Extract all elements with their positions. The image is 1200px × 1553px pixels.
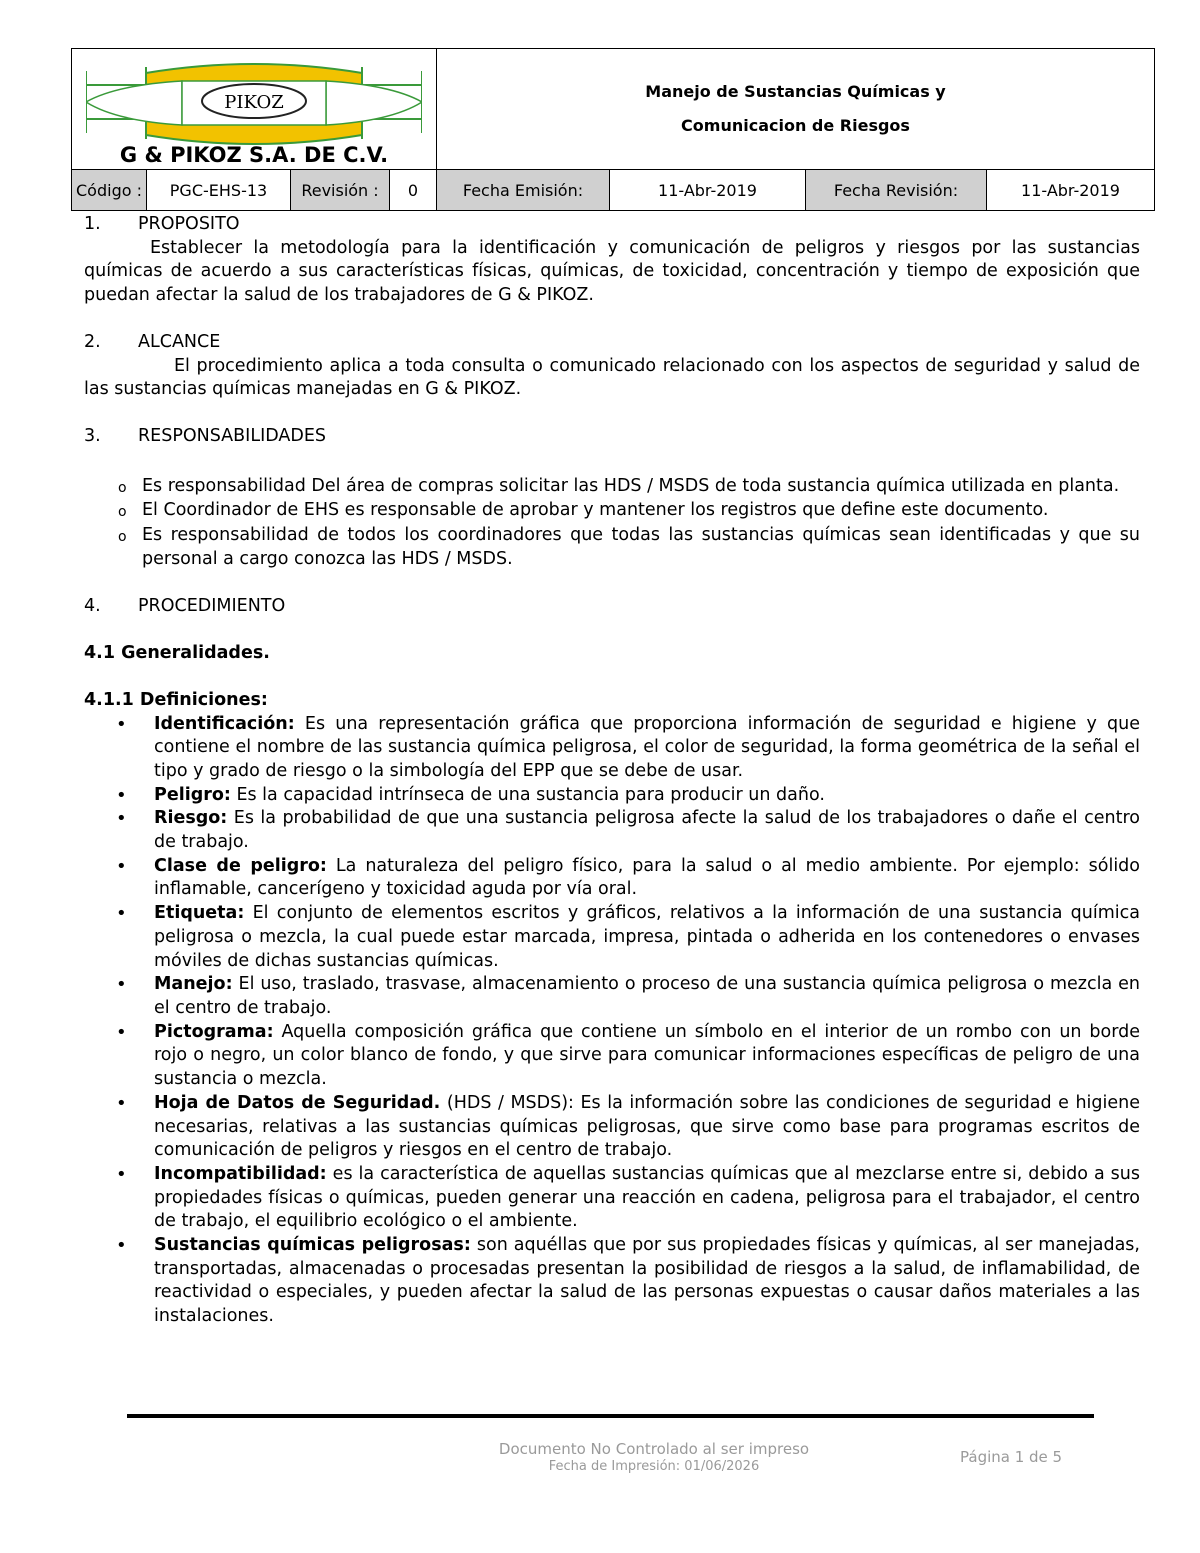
definition-item: • Etiqueta: El conjunto de elementos escritos y gráficos, relativos a la información de una sustancia química peligrosa o mezcla, la cual puede estar marcada, impresa, pintada o adherida en los contenedores o envases móviles de dichas sustancias químicas. [116,903,1140,971]
title-line-1: Manejo de Sustancias Químicas y [645,82,946,101]
bullet-dot-icon: • [116,974,127,996]
bullet-dot-icon: • [116,784,127,806]
emision-value: 11-Abr-2019 [610,170,806,211]
section-heading [84,595,1140,619]
section-title: RESPONSABILIDADES [138,425,327,446]
bullet-dot-icon: • [116,713,127,735]
bullet-dot-icon: • [116,1021,127,1043]
revision-value: 0 [390,170,437,211]
definition-item: • Manejo: El uso, traslado, trasvase, almacenamiento o proceso de una sustancia química peligrosa o mezcla en el centro de trabajo. [116,974,1140,1018]
codigo-label: Código : [72,170,147,211]
fecha-revision-value: 11-Abr-2019 [987,170,1155,211]
company-logo [86,63,422,145]
revision-label: Revisión : [291,170,390,211]
footer-print-date: Fecha de Impresión: 01/06/2026 [548,1459,760,1474]
emision-label: Fecha Emisión: [437,170,610,211]
subsection-heading: 4.1.1 Definiciones: [84,689,268,710]
document-header [71,48,1155,211]
section-number: 3. [84,425,101,446]
codigo-value: PGC-EHS-13 [147,170,291,211]
definition-item: • Hoja de Datos de Seguridad. (HDS / MSDS): Es la información sobre las condiciones de seguridad e higiene necesarias, relativas a las sustancias químicas peligrosas, que sirve como base para programas escritos de comunicación de peligros y riesgos en el centro de trabajo. [116,1092,1140,1161]
definition-item: • Pictograma: Aquella composición gráfica que contiene un símbolo en el interior de un rombo con un borde rojo o negro, un color blanco de fondo, y que sirve para comunicar informaciones específicas de peligro de una sustancia o mezcla. [116,1021,1140,1090]
section-title: ALCANCE [138,331,221,352]
paragraph: Establecer la metodología para la identificación y comunicación de peligros y riesgos por las sustancias químicas de acuerdo a sus características físicas, químicas, de toxicidad, concentración y tiempo de exposición que puedan afectar la salud de los trabajadores de G & PIKOZ. [84,237,1140,306]
fecha-revision-label: Fecha Revisión: [806,170,987,211]
logo-cell [72,49,437,170]
definition-item: • Sustancias químicas peligrosas: son aquéllas que por sus propiedades físicas y químicas, al ser manejadas, transportadas, almacenadas o procesadas presentan la posibilidad de riesgos a la salud, de inflamabilidad, de reactividad o especiales, y pueden afectar la salud de las personas expuestas o causar daños materiales a las instalaciones. [116,1235,1140,1327]
section-title: PROCEDIMIENTO [138,596,286,617]
document-body [84,213,1140,1329]
paragraph: El procedimiento aplica a toda consulta o comunicado relacionado con los aspectos de seguridad y salud de las sustancias químicas manejadas en G & PIKOZ. [84,355,1140,400]
section-heading [84,331,1140,355]
responsibilities-list [84,475,1140,572]
bullet-dot-icon: • [116,1163,127,1185]
title-line-2: Comunicacion de Riesgos [681,116,910,135]
bullet-circle-icon: o [118,529,127,546]
definition-item: • Incompatibilidad: es la característica de aquellas sustancias químicas que al mezclarse entre si, debido a sus propiedades físicas o químicas, pueden generar una reacción en cadena, peligrosa para el trabajador, el centro de trabajo, el equilibrio ecológico o el ambiente. [116,1163,1140,1232]
document-title [437,49,1155,170]
section-title: PROPOSITO [138,214,240,234]
bullet-dot-icon: • [116,1092,127,1114]
logo-text: PIKOZ [224,92,284,113]
bullet-dot-icon: • [116,808,127,830]
section-heading [84,425,1140,449]
definition-item: • Identificación: Es una representación gráfica que proporciona información de seguridad e higiene y que contiene el nombre de las sustancia química peligrosa, el color de seguridad, la forma geométrica de la señal el tipo y grado de riesgo o la simbología del EPP que se debe de usar. [116,713,1140,781]
section-heading [84,213,1140,237]
definitions-list [84,713,1140,1329]
section-number: 2. [84,331,101,352]
bullet-circle-icon: o [118,504,127,521]
bullet-dot-icon: • [116,855,127,877]
list-item: o Es responsabilidad de todos los coordinadores que todas las sustancias químicas sean identificadas y que su personal a cargo conozca las HDS / MSDS. [118,525,1140,569]
list-item: o El Coordinador de EHS es responsable de aprobar y mantener los registros que define este documento. [84,499,1140,523]
footer-uncontrolled-text: Documento No Controlado al ser impreso [498,1440,810,1458]
bullet-circle-icon: o [118,479,127,496]
footer-divider [127,1414,1094,1418]
company-name: G & PIKOZ S.A. DE C.V. [119,143,389,167]
subsection-heading: 4.1 Generalidades. [84,643,270,664]
footer-notice [430,1440,878,1475]
bullet-dot-icon: • [116,1235,127,1257]
list-item: o Es responsabilidad Del área de compras solicitar las HDS / MSDS de toda sustancia química utilizada en planta. [84,475,1140,499]
page-number: Página 1 de 5 [960,1448,1063,1466]
definition-item: • Peligro: Es la capacidad intrínseca de una sustancia para producir un daño. [116,784,825,806]
definition-item: • Riesgo: Es la probabilidad de que una sustancia peligrosa afecte la salud de los trabajadores o dañe el centro de trabajo. [116,808,1140,853]
section-number: 4. [84,596,101,617]
definition-item: • Clase de peligro: La naturaleza del peligro físico, para la salud o al medio ambiente. Por ejemplo: sólido inflamable, cancerígeno y toxicidad aguda por vía oral. [116,855,1140,900]
section-number: 1. [84,214,101,234]
bullet-dot-icon: • [116,903,127,925]
